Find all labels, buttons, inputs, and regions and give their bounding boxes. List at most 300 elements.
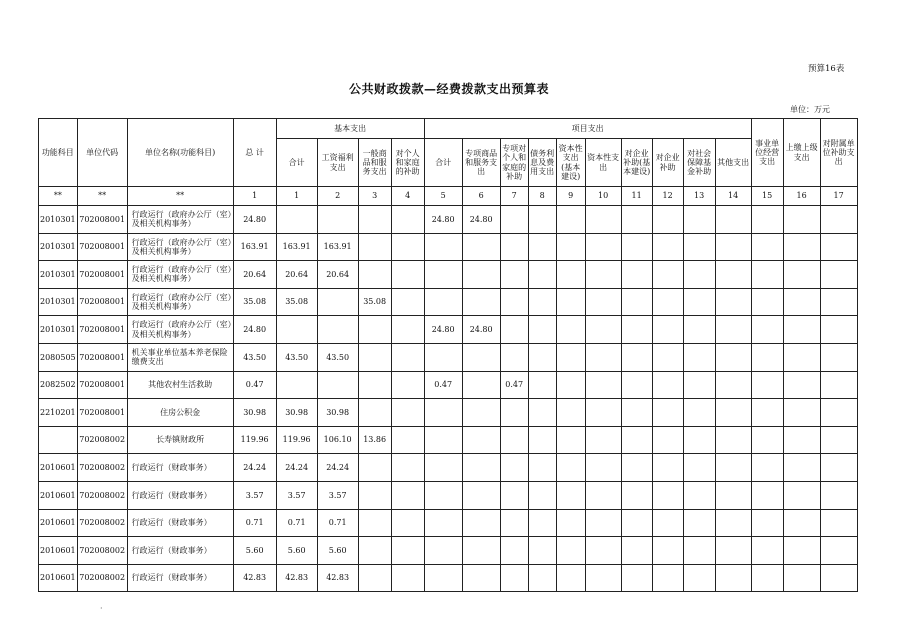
cell-amount: [783, 509, 820, 537]
cell-amount: [715, 399, 751, 427]
cell-amount: [358, 261, 391, 289]
cell-amount: [683, 288, 715, 316]
cell-amount: [652, 537, 683, 565]
cell-amount: [715, 206, 751, 234]
cell-amount: 0.47: [424, 371, 462, 399]
cell-amount: [556, 233, 585, 261]
cell-unit-code: 702008001: [77, 371, 127, 399]
cell-amount: [751, 288, 783, 316]
cell-amount: [528, 316, 556, 344]
doc-number: 预算16表: [808, 64, 845, 74]
cell-unit-name: [127, 481, 233, 509]
header-debt-interest: 债务利息及费用支出: [528, 139, 556, 187]
cell-amount: [500, 509, 528, 537]
cell-amount: [528, 399, 556, 427]
cell-amount: 0.71: [233, 509, 276, 537]
cell-unit-name: [127, 288, 233, 316]
cell-amount: 42.83: [317, 564, 358, 592]
cell-unit-name-text: 长寿镇财政所: [156, 435, 205, 445]
cell-amount: [556, 454, 585, 482]
cell-amount: [462, 371, 500, 399]
cell-amount: 43.50: [233, 343, 276, 371]
cell-amount: [585, 426, 621, 454]
table-row: [39, 426, 858, 454]
cell-amount: [820, 537, 857, 565]
cell-unit-name: [127, 261, 233, 289]
cell-amount: 13.86: [358, 426, 391, 454]
cell-amount: [556, 371, 585, 399]
cell-amount: [500, 316, 528, 344]
cell-amount: 35.08: [358, 288, 391, 316]
cell-unit-code: 702008001: [77, 233, 127, 261]
cell-amount: [652, 509, 683, 537]
cell-unit-name: [127, 509, 233, 537]
cell-amount: 3.57: [317, 481, 358, 509]
cell-amount: [820, 564, 857, 592]
cell-amount: [783, 288, 820, 316]
cell-amount: 163.91: [233, 233, 276, 261]
cell-amount: [715, 481, 751, 509]
cell-unit-code: 702008001: [77, 316, 127, 344]
cell-unit-name: [127, 371, 233, 399]
budget-table: [38, 118, 858, 592]
cell-amount: [358, 316, 391, 344]
cell-amount: [820, 261, 857, 289]
cell-amount: 163.91: [317, 233, 358, 261]
cell-amount: [276, 371, 317, 399]
cell-amount: [556, 343, 585, 371]
cell-unit-name-text: 行政运行（政府办公厅（室）及相关机构事务）: [131, 292, 232, 312]
cell-unit-name: [127, 426, 233, 454]
cell-amount: [820, 371, 857, 399]
cell-amount: [820, 343, 857, 371]
cell-amount: [556, 261, 585, 289]
cell-amount: [276, 316, 317, 344]
cell-amount: [652, 316, 683, 344]
cell-unit-code: 702008001: [77, 399, 127, 427]
header-proj-total: 合计: [424, 139, 462, 187]
table-row: [39, 206, 858, 234]
cell-amount: [358, 399, 391, 427]
cell-amount: [462, 537, 500, 565]
cell-amount: [621, 509, 652, 537]
cell-amount: 3.57: [233, 481, 276, 509]
cell-func-code: 2210201: [39, 399, 78, 427]
cell-amount: [391, 481, 424, 509]
cell-amount: [783, 316, 820, 344]
index-cell: 9: [556, 187, 585, 206]
table-body: [39, 206, 858, 592]
cell-unit-name-text: 行政运行（财政事务）: [131, 545, 212, 555]
cell-amount: 106.10: [317, 426, 358, 454]
cell-amount: 0.71: [317, 509, 358, 537]
cell-amount: [652, 206, 683, 234]
cell-amount: [528, 371, 556, 399]
cell-unit-name: [127, 537, 233, 565]
cell-amount: [715, 261, 751, 289]
cell-amount: [715, 343, 751, 371]
cell-func-code: 2080505: [39, 343, 78, 371]
cell-amount: [462, 509, 500, 537]
cell-amount: 35.08: [276, 288, 317, 316]
cell-amount: [528, 426, 556, 454]
cell-amount: [462, 288, 500, 316]
cell-amount: [528, 288, 556, 316]
cell-amount: [585, 454, 621, 482]
cell-amount: [424, 288, 462, 316]
cell-amount: [500, 233, 528, 261]
index-cell: 17: [820, 187, 857, 206]
cell-amount: 30.98: [276, 399, 317, 427]
table-row: [39, 316, 858, 344]
index-row: [39, 187, 858, 206]
cell-amount: [683, 481, 715, 509]
cell-unit-code: 702008002: [77, 564, 127, 592]
cell-amount: [585, 233, 621, 261]
cell-amount: [683, 509, 715, 537]
index-cell: 11: [621, 187, 652, 206]
index-cell: 1: [276, 187, 317, 206]
cell-amount: [528, 481, 556, 509]
cell-amount: [556, 537, 585, 565]
cell-amount: [621, 316, 652, 344]
cell-func-code: [39, 426, 78, 454]
cell-amount: [751, 371, 783, 399]
cell-amount: [585, 288, 621, 316]
cell-func-code: 2010601: [39, 537, 78, 565]
cell-amount: [783, 564, 820, 592]
header-basic-total: 合计: [276, 139, 317, 187]
cell-amount: [621, 206, 652, 234]
cell-amount: [391, 509, 424, 537]
cell-amount: 20.64: [233, 261, 276, 289]
cell-amount: [556, 509, 585, 537]
cell-func-code: 2010601: [39, 454, 78, 482]
cell-amount: 43.50: [317, 343, 358, 371]
cell-amount: [652, 233, 683, 261]
cell-amount: [683, 206, 715, 234]
cell-amount: [500, 261, 528, 289]
index-cell: 1: [233, 187, 276, 206]
cell-unit-code: 702008002: [77, 426, 127, 454]
header-enterprise-construct: 对企业补助(基本建设): [621, 139, 652, 187]
cell-unit-name: [127, 399, 233, 427]
cell-amount: [500, 399, 528, 427]
cell-amount: [500, 288, 528, 316]
cell-amount: [462, 343, 500, 371]
cell-amount: [462, 399, 500, 427]
cell-amount: [820, 233, 857, 261]
index-cell: 12: [652, 187, 683, 206]
cell-unit-code: 702008001: [77, 343, 127, 371]
cell-amount: 119.96: [276, 426, 317, 454]
cell-amount: [820, 288, 857, 316]
header-enterprise: 对企业补助: [652, 139, 683, 187]
cell-amount: [556, 426, 585, 454]
header-special-goods: 专项商品和服务支出: [462, 139, 500, 187]
cell-amount: [358, 233, 391, 261]
cell-amount: [751, 564, 783, 592]
cell-amount: [621, 343, 652, 371]
cell-func-code: 2010601: [39, 564, 78, 592]
cell-amount: [652, 454, 683, 482]
cell-amount: [276, 206, 317, 234]
cell-amount: [683, 343, 715, 371]
table-row: [39, 343, 858, 371]
cell-amount: 24.24: [233, 454, 276, 482]
header-basic-group: 基本支出: [276, 119, 424, 139]
cell-amount: [751, 509, 783, 537]
cell-amount: [500, 481, 528, 509]
cell-amount: [820, 316, 857, 344]
table-row: [39, 454, 858, 482]
header-other: 其他支出: [715, 139, 751, 187]
cell-amount: 5.60: [317, 537, 358, 565]
table-row: [39, 399, 858, 427]
footer-mark: ·: [100, 604, 103, 613]
cell-amount: [621, 399, 652, 427]
cell-amount: [556, 288, 585, 316]
index-cell: 15: [751, 187, 783, 206]
cell-amount: [528, 537, 556, 565]
cell-unit-name: [127, 233, 233, 261]
cell-amount: [621, 537, 652, 565]
header-business-unit: 事业单位经营支出: [751, 119, 783, 187]
cell-amount: [358, 343, 391, 371]
cell-amount: [358, 509, 391, 537]
cell-amount: [783, 371, 820, 399]
cell-unit-name-text: 行政运行（财政事务）: [131, 463, 212, 473]
cell-amount: [424, 537, 462, 565]
cell-amount: [621, 564, 652, 592]
table-row: [39, 261, 858, 289]
index-cell: 5: [424, 187, 462, 206]
cell-amount: [528, 454, 556, 482]
cell-amount: [358, 481, 391, 509]
cell-amount: [715, 371, 751, 399]
cell-amount: 43.50: [276, 343, 317, 371]
cell-amount: [585, 261, 621, 289]
cell-amount: [500, 454, 528, 482]
cell-amount: [424, 233, 462, 261]
cell-func-code: 2010301: [39, 206, 78, 234]
cell-amount: [715, 509, 751, 537]
cell-amount: [820, 454, 857, 482]
cell-amount: [783, 343, 820, 371]
header-goods: 一般商品和服务支出: [358, 139, 391, 187]
cell-amount: [556, 564, 585, 592]
cell-amount: 119.96: [233, 426, 276, 454]
cell-amount: [317, 371, 358, 399]
table-row: [39, 509, 858, 537]
cell-amount: [391, 426, 424, 454]
cell-unit-code: 702008002: [77, 454, 127, 482]
cell-amount: [683, 261, 715, 289]
cell-amount: [683, 537, 715, 565]
cell-func-code: 2010301: [39, 316, 78, 344]
header-unit-name: 单位名称(功能科目): [127, 119, 233, 187]
cell-amount: [424, 509, 462, 537]
cell-amount: [621, 288, 652, 316]
cell-amount: [391, 399, 424, 427]
cell-unit-code: 702008001: [77, 206, 127, 234]
cell-amount: [585, 509, 621, 537]
cell-amount: [820, 206, 857, 234]
cell-amount: [783, 399, 820, 427]
cell-amount: [715, 426, 751, 454]
header-special-personal: 专项对个人和家庭的补助: [500, 139, 528, 187]
cell-amount: [751, 233, 783, 261]
page-title: 公共财政拨款—经费拨款支出预算表: [348, 82, 549, 96]
cell-amount: 163.91: [276, 233, 317, 261]
cell-unit-code: 702008002: [77, 481, 127, 509]
cell-amount: [751, 481, 783, 509]
cell-amount: [528, 233, 556, 261]
cell-amount: [462, 426, 500, 454]
cell-amount: [652, 426, 683, 454]
cell-unit-code: 702008002: [77, 537, 127, 565]
cell-amount: [500, 564, 528, 592]
cell-amount: [424, 481, 462, 509]
cell-amount: [652, 564, 683, 592]
cell-unit-name-text: 行政运行（政府办公厅（室）及相关机构事务）: [131, 210, 232, 229]
cell-amount: [820, 426, 857, 454]
cell-amount: 24.80: [233, 206, 276, 234]
cell-amount: [621, 233, 652, 261]
cell-amount: [462, 261, 500, 289]
header-capital-construct: 资本性支出(基本建设): [556, 139, 585, 187]
cell-amount: [715, 537, 751, 565]
cell-amount: [500, 343, 528, 371]
cell-amount: [500, 206, 528, 234]
table-row: [39, 481, 858, 509]
cell-unit-name: [127, 564, 233, 592]
cell-amount: [424, 343, 462, 371]
cell-unit-name: [127, 343, 233, 371]
cell-amount: [783, 206, 820, 234]
cell-amount: [462, 454, 500, 482]
cell-amount: [751, 316, 783, 344]
table-row: [39, 371, 858, 399]
cell-unit-name-text: 行政运行（政府办公厅（室）及相关机构事务）: [131, 320, 232, 339]
cell-amount: [652, 288, 683, 316]
cell-amount: [317, 316, 358, 344]
cell-amount: 5.60: [276, 537, 317, 565]
header-project-group: 项目支出: [424, 119, 751, 139]
cell-amount: [585, 564, 621, 592]
cell-amount: [585, 481, 621, 509]
cell-unit-name-text: 住房公积金: [160, 407, 201, 417]
cell-amount: [391, 233, 424, 261]
index-cell: 3: [358, 187, 391, 206]
cell-amount: 20.64: [317, 261, 358, 289]
cell-amount: 20.64: [276, 261, 317, 289]
cell-amount: [585, 206, 621, 234]
table-row: [39, 537, 858, 565]
cell-unit-code: 702008001: [77, 288, 127, 316]
cell-amount: [783, 261, 820, 289]
cell-amount: [391, 343, 424, 371]
cell-amount: [820, 399, 857, 427]
cell-unit-name: [127, 316, 233, 344]
cell-unit-name-text: 机关事业单位基本养老保险缴费支出: [131, 348, 228, 367]
cell-func-code: 2010601: [39, 509, 78, 537]
cell-amount: [621, 261, 652, 289]
cell-amount: [652, 261, 683, 289]
cell-unit-name: [127, 206, 233, 234]
cell-amount: [783, 537, 820, 565]
cell-amount: [358, 537, 391, 565]
cell-func-code: 2082502: [39, 371, 78, 399]
cell-amount: [391, 564, 424, 592]
cell-amount: [783, 481, 820, 509]
cell-amount: [358, 564, 391, 592]
cell-amount: 24.24: [276, 454, 317, 482]
cell-amount: [783, 233, 820, 261]
cell-amount: [820, 509, 857, 537]
index-cell: **: [127, 187, 233, 206]
cell-unit-name: [127, 454, 233, 482]
cell-amount: [683, 316, 715, 344]
cell-amount: [621, 454, 652, 482]
header-salary: 工资福利支出: [317, 139, 358, 187]
cell-amount: [715, 233, 751, 261]
cell-amount: [683, 371, 715, 399]
cell-amount: 3.57: [276, 481, 317, 509]
cell-amount: [556, 481, 585, 509]
cell-amount: [715, 564, 751, 592]
cell-amount: [391, 261, 424, 289]
cell-amount: 30.98: [233, 399, 276, 427]
cell-amount: [585, 537, 621, 565]
cell-amount: [783, 426, 820, 454]
cell-amount: 0.71: [276, 509, 317, 537]
cell-amount: [391, 288, 424, 316]
cell-amount: [500, 426, 528, 454]
cell-amount: [528, 206, 556, 234]
index-cell: 6: [462, 187, 500, 206]
cell-amount: [751, 343, 783, 371]
cell-amount: [585, 343, 621, 371]
cell-amount: [751, 206, 783, 234]
cell-amount: [358, 371, 391, 399]
cell-amount: 42.83: [276, 564, 317, 592]
cell-func-code: 2010601: [39, 481, 78, 509]
cell-amount: [820, 481, 857, 509]
index-cell: 14: [715, 187, 751, 206]
cell-unit-name-text: 行政运行（政府办公厅（室）及相关机构事务）: [131, 237, 232, 256]
cell-amount: [652, 343, 683, 371]
cell-amount: [652, 371, 683, 399]
cell-amount: [585, 371, 621, 399]
cell-amount: [683, 426, 715, 454]
cell-amount: 35.08: [233, 288, 276, 316]
cell-unit-name-text: 其他农村生活救助: [148, 380, 213, 390]
index-cell: **: [77, 187, 127, 206]
cell-amount: [424, 426, 462, 454]
cell-amount: [683, 454, 715, 482]
cell-amount: [391, 206, 424, 234]
cell-amount: [751, 399, 783, 427]
cell-amount: [424, 399, 462, 427]
cell-amount: [621, 426, 652, 454]
cell-amount: [424, 564, 462, 592]
cell-amount: [556, 206, 585, 234]
cell-unit-name-text: 行政运行（财政事务）: [131, 573, 212, 583]
cell-amount: [715, 454, 751, 482]
cell-amount: [424, 454, 462, 482]
cell-amount: [391, 371, 424, 399]
